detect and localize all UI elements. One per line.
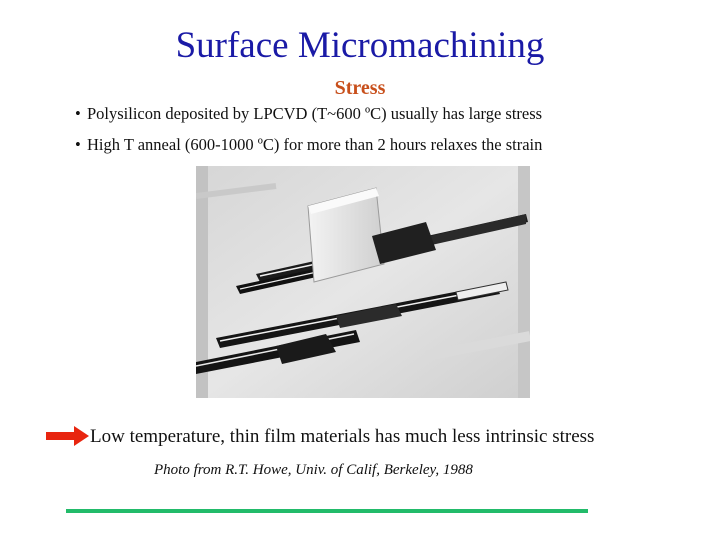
arrow-right-icon: [46, 425, 90, 447]
slide-subtitle: Stress: [334, 77, 386, 99]
bullet-item: [75, 129, 542, 160]
page-title: Surface Micromachining: [175, 25, 545, 66]
divider-rule: [66, 509, 588, 513]
bullet-text: High T anneal (600-1000 ºC) for more than 2 hours relaxes the strain: [87, 135, 543, 154]
photo-credit: Photo from R.T. Howe, Univ. of Calif, Berkeley, 1988: [154, 462, 473, 478]
conclusion-text: Low temperature, thin film materials has much less intrinsic stress: [90, 426, 595, 447]
sem-micrograph-image: [196, 166, 530, 398]
bullet-item: [75, 98, 542, 129]
bullet-icon: •: [75, 135, 81, 154]
bullet-icon: •: [75, 104, 81, 123]
bullet-text: Polysilicon deposited by LPCVD (T~600 ºC) usually has large stress: [87, 104, 543, 123]
bullet-list: [75, 98, 542, 160]
